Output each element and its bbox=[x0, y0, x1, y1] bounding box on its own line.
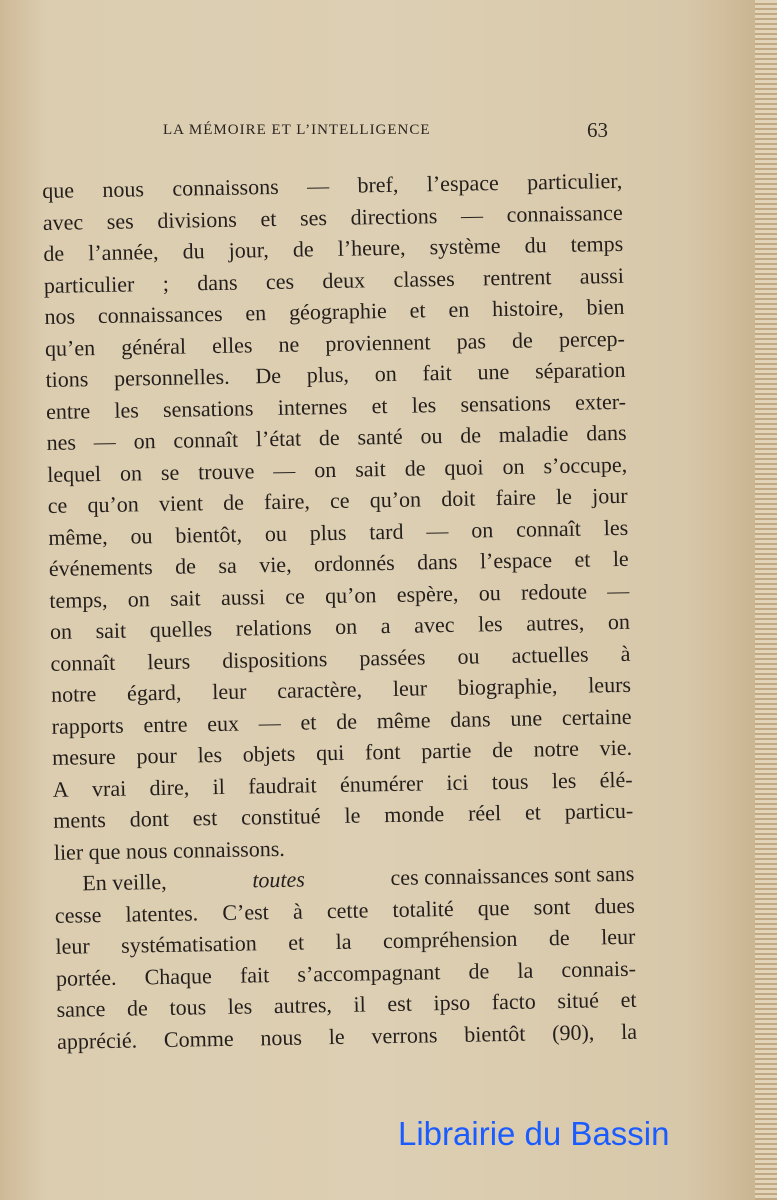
word: sont bbox=[533, 893, 571, 920]
word: événements bbox=[48, 554, 153, 581]
word: ou bbox=[130, 522, 153, 549]
word: font bbox=[364, 738, 401, 765]
word: proviennent bbox=[325, 328, 431, 356]
word: même, bbox=[48, 523, 108, 550]
word: dans bbox=[586, 419, 627, 446]
word: connaissance bbox=[506, 199, 623, 227]
text-segment: En veille, bbox=[82, 868, 167, 896]
word: de bbox=[222, 489, 245, 515]
text-line: lier que nous connaissons. bbox=[53, 835, 285, 865]
word: de bbox=[460, 422, 482, 448]
word: la bbox=[517, 957, 534, 983]
paragraph-2 bbox=[54, 858, 637, 1057]
word: jour, bbox=[228, 237, 269, 263]
word: — bbox=[306, 172, 330, 199]
text-segment: ces connaissances sont sans bbox=[390, 860, 635, 891]
word: géographie bbox=[288, 298, 387, 325]
word: et bbox=[620, 986, 637, 1013]
word: histoire, bbox=[491, 294, 564, 322]
word: se bbox=[160, 459, 180, 485]
word: qu’on bbox=[324, 581, 377, 608]
word: les bbox=[411, 391, 437, 418]
word: ou bbox=[457, 642, 480, 669]
word: dans bbox=[196, 269, 238, 295]
word: tous bbox=[491, 768, 529, 794]
word: en bbox=[448, 296, 470, 322]
word: on bbox=[607, 608, 631, 635]
word: directions bbox=[350, 202, 438, 230]
word: l’année, bbox=[88, 238, 159, 266]
word: du bbox=[182, 238, 205, 264]
word: et bbox=[300, 708, 317, 735]
word: temps bbox=[570, 230, 624, 257]
word: certaine bbox=[561, 703, 632, 730]
word: — bbox=[258, 709, 281, 735]
word: de bbox=[43, 240, 65, 266]
word: trouve bbox=[197, 457, 255, 484]
word: et bbox=[371, 392, 388, 418]
word: les bbox=[603, 514, 629, 540]
word: sensations bbox=[460, 389, 552, 417]
word: connaît bbox=[515, 515, 582, 542]
word: passées bbox=[359, 643, 426, 671]
word: tions bbox=[45, 366, 89, 392]
word: les bbox=[551, 767, 577, 793]
word: bref, bbox=[357, 171, 399, 198]
word: dispositions bbox=[221, 645, 328, 673]
word: l’heure, bbox=[337, 234, 406, 261]
word: sait bbox=[169, 584, 201, 611]
word: ments bbox=[53, 806, 107, 833]
running-header: LA MÉMOIRE ET L’INTELLIGENCE bbox=[163, 122, 431, 138]
word: de bbox=[491, 736, 514, 763]
word: on bbox=[374, 360, 397, 387]
word: ce bbox=[329, 487, 350, 514]
word: actuelles bbox=[511, 641, 589, 668]
word: — bbox=[426, 517, 449, 543]
word: mesure bbox=[51, 743, 116, 770]
word: vie. bbox=[599, 734, 633, 761]
word: les bbox=[477, 611, 503, 637]
word: ce bbox=[285, 582, 306, 609]
word: élé- bbox=[599, 766, 633, 792]
word: divisions bbox=[157, 206, 238, 233]
word: vrai bbox=[91, 775, 127, 801]
word: on bbox=[334, 613, 358, 639]
word: totalité bbox=[392, 895, 454, 922]
word: entre bbox=[143, 711, 188, 737]
word: réel bbox=[467, 800, 502, 826]
word: est bbox=[192, 805, 218, 831]
word: sa bbox=[218, 552, 237, 578]
word: eux bbox=[206, 710, 240, 736]
word: l’espace bbox=[479, 547, 553, 574]
word: séparation bbox=[534, 356, 626, 384]
word: latentes. bbox=[125, 899, 199, 927]
word: notre bbox=[533, 735, 580, 762]
word: de bbox=[174, 553, 197, 579]
word: C’est bbox=[222, 898, 269, 925]
word: partie bbox=[421, 737, 472, 764]
word: temps, bbox=[49, 586, 108, 613]
word: à bbox=[292, 898, 303, 924]
word: nos bbox=[44, 303, 76, 329]
word: leur bbox=[211, 678, 247, 705]
word: exter- bbox=[574, 388, 627, 415]
word: (90), bbox=[551, 1018, 595, 1045]
word: de bbox=[548, 924, 570, 951]
word: cesse bbox=[54, 901, 102, 928]
word: qui bbox=[315, 739, 345, 766]
word: personnelles. bbox=[113, 363, 230, 391]
word: faudrait bbox=[247, 771, 317, 798]
word: ; bbox=[162, 270, 170, 296]
word: ses bbox=[299, 204, 328, 231]
word: dues bbox=[594, 892, 636, 918]
word: bientôt, bbox=[175, 521, 243, 548]
word: sensations bbox=[162, 394, 254, 422]
word: qu’en bbox=[44, 334, 96, 361]
word: de bbox=[404, 454, 426, 481]
word: s’accompagnant bbox=[297, 958, 441, 987]
word: leurs bbox=[587, 671, 632, 698]
word: tard bbox=[369, 518, 404, 544]
word: monde bbox=[384, 801, 445, 828]
word: de bbox=[468, 957, 490, 984]
word: que bbox=[42, 177, 75, 203]
word: portée. bbox=[55, 964, 117, 991]
word: espère, bbox=[396, 580, 459, 607]
word: aussi bbox=[579, 262, 625, 289]
word: de bbox=[318, 424, 340, 451]
word: classes bbox=[393, 265, 455, 292]
word: lequel bbox=[47, 460, 102, 487]
word: — bbox=[93, 428, 117, 455]
page-body bbox=[42, 165, 637, 1057]
word: dire, bbox=[149, 774, 190, 800]
word: sait bbox=[95, 617, 127, 644]
word: apprécié. bbox=[56, 1026, 138, 1054]
word: les bbox=[114, 396, 139, 423]
paragraph-2-lines bbox=[55, 889, 638, 1057]
word: constitué bbox=[240, 803, 321, 830]
word: redoute bbox=[520, 578, 588, 605]
word: avec bbox=[413, 611, 455, 638]
word: le bbox=[612, 545, 629, 572]
word: fait bbox=[422, 359, 452, 386]
word: entre bbox=[45, 397, 91, 424]
word: énumérer bbox=[339, 769, 424, 797]
word: biographie, bbox=[457, 673, 558, 700]
word: rentrent bbox=[482, 263, 552, 290]
word: ne bbox=[278, 331, 300, 357]
word: qu’on bbox=[369, 486, 422, 513]
word: tous bbox=[169, 994, 207, 1020]
word: faire bbox=[495, 484, 537, 511]
word: et bbox=[288, 929, 305, 955]
word: dans bbox=[450, 705, 491, 732]
word: jour bbox=[591, 482, 628, 509]
word: il bbox=[212, 773, 226, 799]
word: l’espace bbox=[426, 170, 500, 197]
word: leur bbox=[55, 933, 90, 959]
word: faire, bbox=[263, 488, 311, 515]
word: connaît bbox=[50, 649, 116, 676]
word: on bbox=[127, 585, 150, 612]
word: on bbox=[471, 516, 494, 543]
word: ipso bbox=[433, 989, 471, 1016]
word: quoi bbox=[444, 453, 484, 480]
word: verrons bbox=[371, 1021, 438, 1048]
word: de bbox=[126, 995, 149, 1021]
word: de bbox=[335, 708, 358, 734]
word: s’occupe, bbox=[543, 451, 628, 478]
word: il bbox=[353, 991, 366, 1017]
word: on bbox=[49, 618, 73, 644]
word: le bbox=[555, 483, 573, 510]
word: caractère, bbox=[276, 676, 363, 703]
word: on bbox=[314, 456, 337, 482]
word: plus bbox=[309, 519, 347, 545]
word: on bbox=[133, 428, 156, 454]
word: A bbox=[52, 776, 69, 802]
word: dont bbox=[129, 805, 170, 832]
word: que bbox=[477, 894, 510, 921]
word: — bbox=[273, 457, 296, 483]
page-edges bbox=[755, 0, 777, 1200]
word: le bbox=[344, 802, 361, 828]
word: ici bbox=[446, 769, 469, 795]
word: et bbox=[574, 546, 591, 572]
word: sance bbox=[56, 996, 106, 1022]
word: on bbox=[502, 453, 525, 479]
word: connaissons bbox=[172, 173, 279, 201]
word: — bbox=[607, 577, 630, 603]
word: internes bbox=[277, 393, 348, 420]
word: l’état bbox=[255, 425, 302, 452]
word: une bbox=[510, 704, 543, 731]
word: quelles bbox=[149, 616, 213, 643]
word: nes bbox=[46, 429, 77, 455]
word: nous bbox=[102, 176, 145, 202]
word: ordonnés bbox=[313, 549, 395, 577]
word: connaissances bbox=[97, 300, 223, 329]
word: particulier, bbox=[526, 167, 623, 195]
word: relations bbox=[235, 614, 312, 641]
word: ou bbox=[478, 579, 501, 605]
word: particulier bbox=[43, 270, 135, 298]
word: pour bbox=[136, 742, 178, 769]
paragraph-1 bbox=[42, 165, 634, 868]
word: nous bbox=[260, 1024, 303, 1050]
word: la bbox=[335, 928, 352, 954]
word: de bbox=[511, 326, 534, 353]
word: bien bbox=[586, 293, 625, 320]
word: de bbox=[292, 236, 314, 262]
word: ce bbox=[47, 492, 68, 518]
word: les bbox=[227, 993, 253, 1019]
word: sait bbox=[354, 455, 386, 482]
word: leur bbox=[600, 923, 636, 950]
word: vient bbox=[158, 490, 204, 517]
word: aussi bbox=[220, 583, 266, 610]
word: même bbox=[376, 706, 431, 733]
word: autres, bbox=[525, 609, 585, 636]
word: on bbox=[119, 459, 143, 486]
word: fait bbox=[239, 961, 270, 988]
word: Comme bbox=[163, 1025, 234, 1052]
word: notre bbox=[50, 681, 97, 707]
word: cette bbox=[326, 896, 369, 923]
word: pas bbox=[456, 327, 487, 354]
word: connaît bbox=[173, 426, 239, 453]
word: le bbox=[328, 1023, 345, 1049]
word: une bbox=[477, 358, 510, 385]
word: dans bbox=[416, 548, 458, 575]
word: doit bbox=[440, 485, 476, 512]
word: ses bbox=[106, 207, 134, 234]
word: à bbox=[620, 640, 631, 666]
word: système bbox=[429, 233, 501, 260]
word: ces bbox=[265, 268, 295, 294]
word: bientôt bbox=[464, 1020, 526, 1047]
word: rapports bbox=[51, 712, 124, 739]
word: systématisation bbox=[120, 930, 257, 958]
word: ou bbox=[420, 423, 443, 449]
word: qu’on bbox=[87, 491, 140, 518]
word: et bbox=[409, 297, 426, 323]
word: — bbox=[460, 201, 484, 228]
word: ou bbox=[264, 520, 288, 546]
word: santé bbox=[357, 423, 403, 450]
word: compréhension bbox=[382, 925, 518, 954]
word: Chaque bbox=[144, 962, 213, 989]
word: elles bbox=[211, 331, 253, 358]
word: général bbox=[121, 333, 187, 360]
italic-word: toutes bbox=[252, 866, 306, 893]
word: autres, bbox=[273, 992, 333, 1019]
word: connais- bbox=[561, 955, 637, 982]
word: facto bbox=[491, 988, 536, 1015]
word: percep- bbox=[558, 325, 626, 352]
word: objets bbox=[242, 740, 296, 767]
word: maladie bbox=[498, 420, 569, 448]
word: leur bbox=[392, 675, 428, 701]
word: leurs bbox=[147, 647, 191, 674]
word: particu- bbox=[564, 797, 634, 824]
word: égard, bbox=[126, 679, 182, 706]
word: et bbox=[260, 205, 277, 231]
word: a bbox=[380, 612, 391, 639]
word: plus, bbox=[306, 361, 350, 388]
word: les bbox=[197, 741, 223, 768]
word: la bbox=[620, 1018, 638, 1044]
page-number: 63 bbox=[587, 118, 608, 142]
word: De bbox=[255, 362, 282, 389]
word: avec bbox=[42, 208, 84, 235]
word: du bbox=[524, 232, 547, 258]
word: et bbox=[524, 799, 542, 825]
word: deux bbox=[322, 266, 366, 293]
word: est bbox=[387, 990, 413, 1017]
word: en bbox=[245, 300, 267, 326]
word: vie, bbox=[258, 551, 292, 578]
word: situé bbox=[557, 987, 600, 1014]
watermark: Librairie du Bassin bbox=[398, 1115, 670, 1152]
